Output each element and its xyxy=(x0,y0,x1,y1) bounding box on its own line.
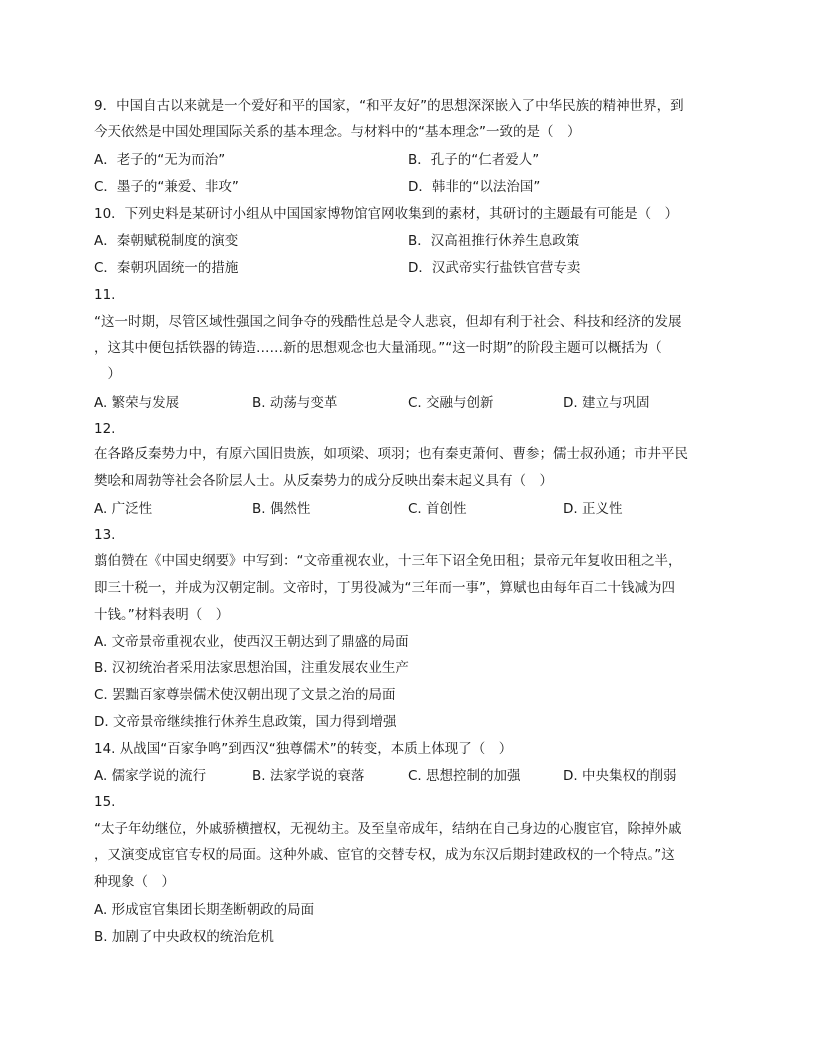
q14-option-c: C. 思想控制的加强 xyxy=(408,768,521,784)
q10-option-c: C．秦朝巩固统一的措施 xyxy=(94,260,239,276)
q9-option-b: B．孔子的“仁者爱人” xyxy=(408,152,540,168)
q13-option-a: A. 文帝景帝重视农业，使西汉王朝达到了鼎盛的局面 xyxy=(94,634,409,650)
q14-option-a: A. 儒家学说的流行 xyxy=(94,768,207,784)
q15-option-a: A. 形成宦官集团长期垄断朝政的局面 xyxy=(94,902,315,918)
q12-option-d: D. 正义性 xyxy=(563,501,623,517)
q14-stem-line-1: 14. 从战国“百家争鸣”到西汉“独尊儒术”的转变，本质上体现了（ ） xyxy=(94,741,513,757)
q12-option-b: B. 偶然性 xyxy=(252,501,311,517)
q10-option-a: A．秦朝赋税制度的演变 xyxy=(94,233,239,249)
q14-option-b: B. 法家学说的衰落 xyxy=(252,768,365,784)
q12-stem-line-2: 樊哙和周勃等社会各阶层人士。从反秦势力的成分反映出秦末起义具有（ ） xyxy=(94,473,553,489)
q13-option-b: B. 汉初统治者采用法家思想治国，注重发展农业生产 xyxy=(94,660,409,676)
q11-stem-line-1: “这一时期，尽管区域性强国之间争夺的残酷性总是令人悲哀，但却有利于社会、科技和经济的发展 xyxy=(94,314,682,330)
q13-option-d: D. 文帝景帝继续推行休养生息政策，国力得到增强 xyxy=(94,714,397,730)
q15-number: 15. xyxy=(94,794,116,810)
q11-option-c: C. 交融与创新 xyxy=(408,395,494,411)
q11-stem-line-3: ） xyxy=(94,366,121,382)
q10-option-b: B．汉高祖推行休养生息政策 xyxy=(408,233,580,249)
q12-number: 12. xyxy=(94,421,116,437)
q13-option-c: C. 罢黜百家尊崇儒术使汉朝出现了文景之治的局面 xyxy=(94,687,396,703)
q9-stem-line-2: 今天依然是中国处理国际关系的基本理念。与材料中的“基本理念”一致的是（ ） xyxy=(94,124,581,140)
q9-option-c: C．墨子的“兼爱、非攻” xyxy=(94,179,239,195)
q12-stem-line-1: 在各路反秦势力中，有原六国旧贵族，如项梁、项羽；也有秦吏萧何、曹参；儒士叔孙通；市井平民 xyxy=(94,446,688,462)
q9-option-d: D．韩非的“以法治国” xyxy=(408,179,541,195)
q15-option-b: B. 加剧了中央政权的统治危机 xyxy=(94,929,274,945)
q9-option-a: A．老子的“无为而治” xyxy=(94,152,226,168)
q11-option-a: A. 繁荣与发展 xyxy=(94,395,180,411)
q15-stem-line-3: 种现象（ ） xyxy=(94,874,175,890)
q15-stem-line-2: ，又演变成宦官专权的局面。这种外戚、宦官的交替专权，成为东汉后期封建政权的一个特点。”这 xyxy=(94,847,675,863)
q11-number: 11. xyxy=(94,287,116,303)
q11-option-d: D. 建立与巩固 xyxy=(563,395,650,411)
q15-stem-line-1: “太子年幼继位，外戚骄横擅权，无视幼主。及至皇帝成年，结纳在自己身边的心腹宦官，除掉外戚 xyxy=(94,821,682,837)
q13-stem-line-3: 十钱。”材料表明（ ） xyxy=(94,607,230,623)
q11-option-b: B. 动荡与变革 xyxy=(252,395,338,411)
q10-option-d: D．汉武帝实行盐铁官营专卖 xyxy=(408,260,581,276)
q12-option-a: A. 广泛性 xyxy=(94,501,153,517)
q14-option-d: D. 中央集权的削弱 xyxy=(563,768,677,784)
q13-stem-line-1: 翦伯赞在《中国史纲要》中写到：“文帝重视农业，十三年下诏全免田租；景帝元年复收田租之半， xyxy=(94,553,682,569)
q10-stem-line-1: 10．下列史料是某研讨小组从中国国家博物馆官网收集到的素材，其研讨的主题最有可能是（ ） xyxy=(94,206,679,222)
q12-option-c: C. 首创性 xyxy=(408,501,467,517)
q11-stem-line-2: ，这其中便包括铁器的铸造……新的思想观念也大量涌现。”“这一时期”的阶段主题可以概括为（ xyxy=(94,340,662,356)
q13-number: 13. xyxy=(94,527,116,543)
q13-stem-line-2: 即三十税一，并成为汉朝定制。文帝时，丁男役减为“三年而一事”，算赋也由每年百二十钱减为四 xyxy=(94,580,675,596)
q9-stem-line-1: 9．中国自古以来就是一个爱好和平的国家，“和平友好”的思想深深嵌入了中华民族的精神世界，到 xyxy=(94,98,684,114)
